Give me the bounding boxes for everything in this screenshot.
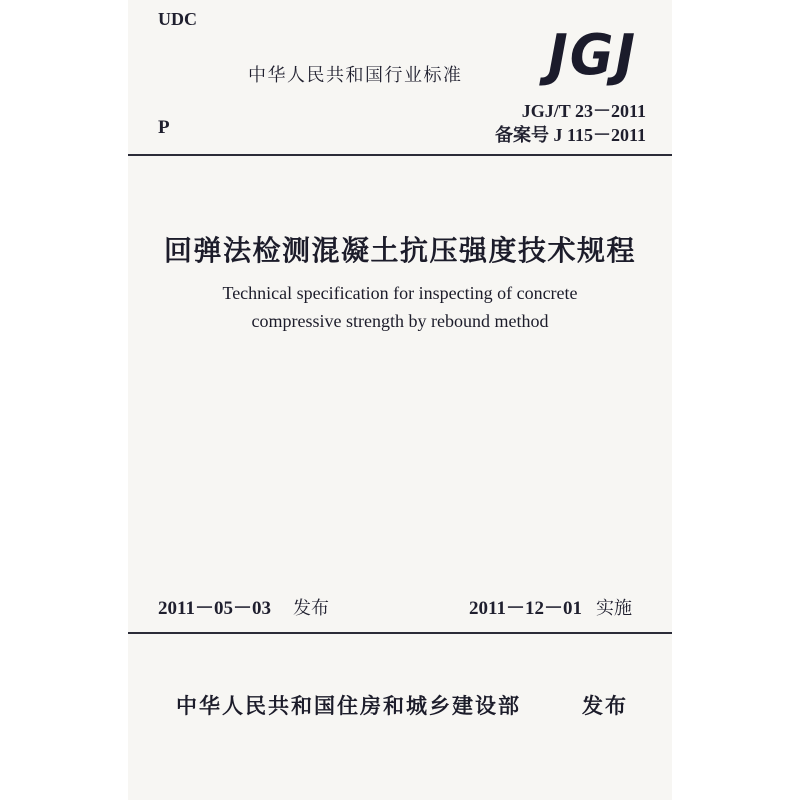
title-english-line1: Technical specification for inspecting of concrete xyxy=(222,283,578,303)
issuer-title: 中华人民共和国行业标准 xyxy=(248,65,463,86)
header-divider xyxy=(128,154,672,156)
implement-date: 2011－12－01 xyxy=(469,598,582,619)
jgj-logo: JGJ xyxy=(548,23,637,88)
udc-label: UDC xyxy=(158,9,197,29)
publish-label: 发布 xyxy=(292,598,329,619)
standard-number: JGJ/T 23－2011 xyxy=(521,101,646,121)
publisher-name: 中华人民共和国住房和城乡建设部 xyxy=(176,694,521,718)
category-label: P xyxy=(158,117,170,138)
title-chinese: 回弹法检测混凝土抗压强度技术规程 xyxy=(163,234,636,267)
publisher-action: 发布 xyxy=(582,694,628,718)
publish-date-block xyxy=(158,593,329,620)
footer-divider xyxy=(128,632,672,634)
filing-number: 备案号 J 115－2011 xyxy=(494,125,646,145)
title-english-line2: compressive strength by rebound method xyxy=(251,311,549,331)
implement-date-block xyxy=(469,593,632,620)
publish-date: 2011－05－03 xyxy=(158,598,271,619)
implement-label: 实施 xyxy=(595,598,632,619)
